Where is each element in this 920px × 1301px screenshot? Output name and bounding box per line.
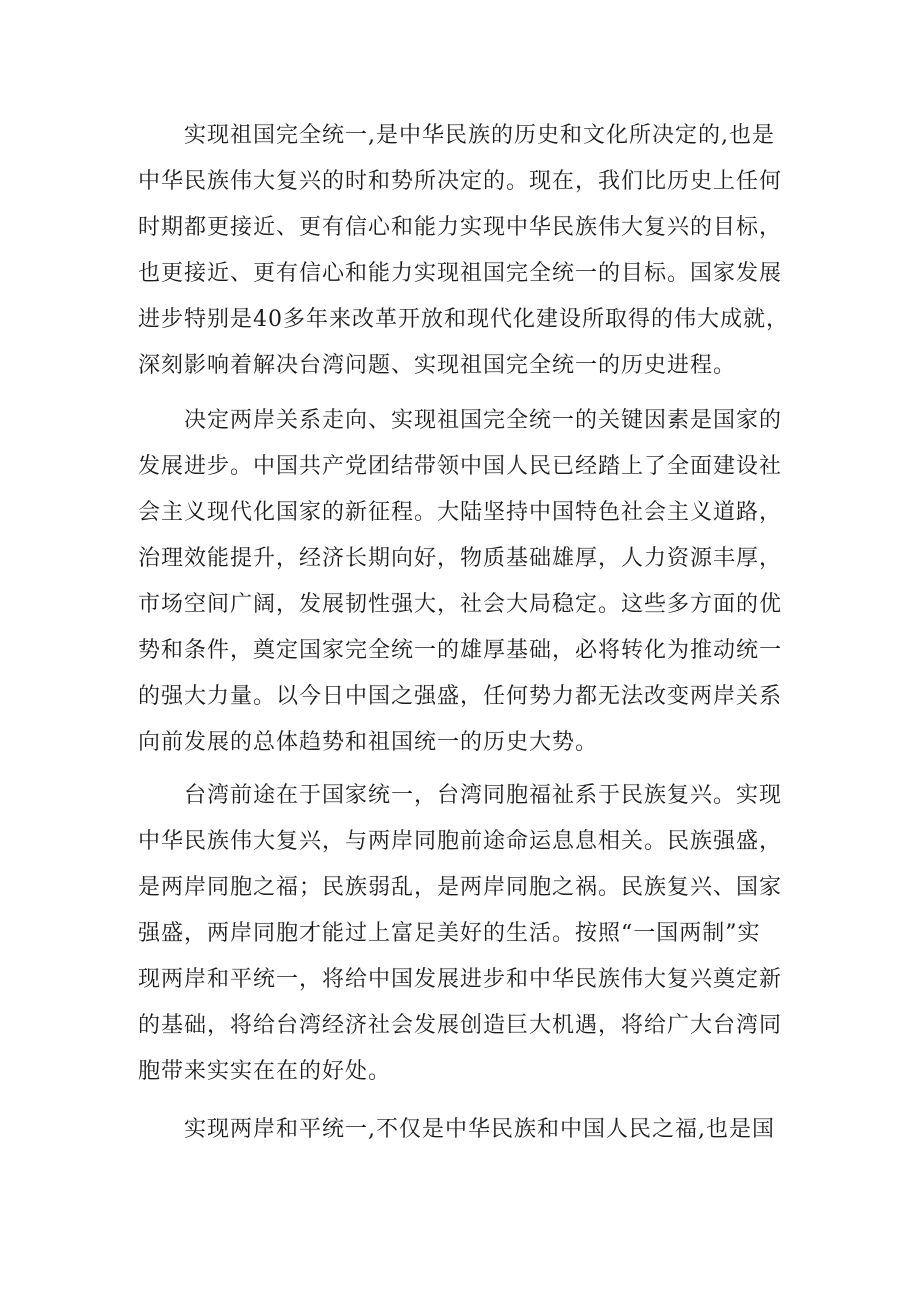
text-line: 胞带来实实在在的好处。 <box>138 1059 392 1084</box>
text-line: 发展进步。中国共产党团结带领中国人民已经踏上了全面建设社 <box>138 454 783 479</box>
text-line: 是两岸同胞之福；民族弱乱，是两岸同胞之祸。民族复兴、国家 <box>138 875 783 900</box>
text-line: 现两岸和平统一，将给中国发展进步和中华民族伟大复兴奠定新 <box>138 967 783 992</box>
text-line: 进步特别是40多年来改革开放和现代化建设所取得的伟大成就， <box>138 307 789 332</box>
text-line: 实现两岸和平统一,不仅是中华民族和中国人民之福,也是国 <box>184 1117 775 1142</box>
text-line: 中华民族伟大复兴的时和势所决定的。现在，我们比历史上任何 <box>138 169 783 194</box>
text-line: 的基础，将给台湾经济社会发展创造巨大机遇，将给广大台湾同 <box>138 1013 783 1038</box>
text-line: 强盛，两岸同胞才能过上富足美好的生活。按照“一国两制”实 <box>138 921 761 946</box>
text-line: 实现祖国完全统一,是中华民族的历史和文化所决定的,也是 <box>184 123 775 148</box>
text-line: 决定两岸关系走向、实现祖国完全统一的关键因素是国家的 <box>184 408 783 433</box>
text-line: 治理效能提升，经济长期向好，物质基础雄厚，人力资源丰厚， <box>138 546 783 571</box>
text-line: 深刻影响着解决台湾问题、实现祖国完全统一的历史进程。 <box>138 353 737 378</box>
text-line: 中华民族伟大复兴，与两岸同胞前途命运息息相关。民族强盛， <box>138 829 783 854</box>
text-line: 势和条件，奠定国家完全统一的雄厚基础，必将转化为推动统一 <box>138 638 783 663</box>
text-line: 的强大力量。以今日中国之强盛，任何势力都无法改变两岸关系 <box>138 684 783 709</box>
text-line: 会主义现代化国家的新征程。大陆坚持中国特色社会主义道路， <box>138 500 783 525</box>
text-line: 向前发展的总体趋势和祖国统一的历史大势。 <box>138 730 599 755</box>
text-line: 台湾前途在于国家统一，台湾同胞福祉系于民族复兴。实现 <box>184 783 783 808</box>
text-line: 时期都更接近、更有信心和能力实现中华民族伟大复兴的目标， <box>138 215 783 240</box>
text-line: 市场空间广阔，发展韧性强大，社会大局稳定。这些多方面的优 <box>138 592 783 617</box>
text-line: 也更接近、更有信心和能力实现祖国完全统一的目标。国家发展 <box>138 261 783 286</box>
